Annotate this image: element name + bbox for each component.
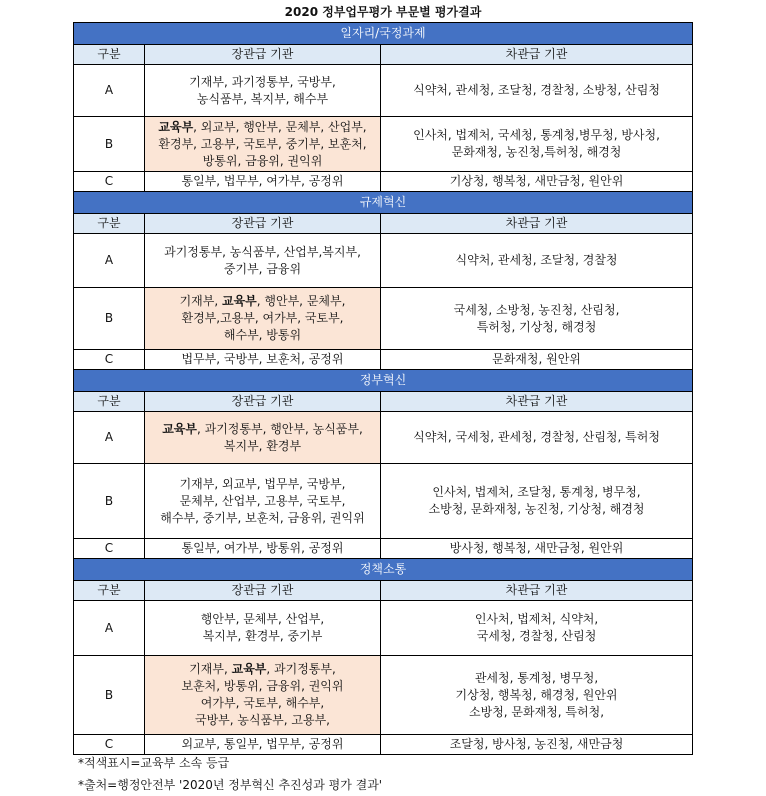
vice-cell: 인사처, 법제처, 국세청, 통계청,병무청, 방사청, 문화재청, 농진청,특허청, 해경청: [381, 117, 693, 172]
grade-cell: B: [74, 288, 145, 350]
grade-cell: C: [74, 539, 145, 559]
col-vice-header: 차관급 기관: [381, 392, 693, 412]
column-header-row: [74, 45, 693, 65]
minister-cell-highlighted: 기재부, 교육부, 행안부, 문체부, 환경부,고용부, 여가부, 국토부, 해수부, 방통위: [145, 288, 381, 350]
section-header: [74, 23, 693, 45]
grade-cell: C: [74, 350, 145, 370]
vice-cell: 식약처, 관세청, 조달청, 경찰청: [381, 234, 693, 288]
table-row: [74, 172, 693, 192]
page-title: 2020 정부업무평가 부문별 평가결과: [284, 5, 482, 19]
col-minister-header: 장관급 기관: [145, 45, 381, 65]
table-row: [74, 117, 693, 172]
minister-cell-highlighted: 기재부, 교육부, 과기정통부, 보훈처, 방통위, 금융위, 권익위 여가부, 국토부, 해수부, 국방부, 농식품부, 고용부,: [145, 656, 381, 735]
col-vice-header: 차관급 기관: [381, 581, 693, 601]
col-grade-header: 구분: [74, 214, 145, 234]
section-title: 정책소통: [74, 559, 693, 581]
vice-cell: 식약처, 관세청, 조달청, 경찰청, 소방청, 산림청: [381, 65, 693, 117]
section-header: [74, 559, 693, 581]
source-note: *출처=행정안전부 '2020년 정부혁신 추진성과 평가 결과': [78, 778, 383, 792]
vice-cell: 관세청, 통계청, 병무청, 기상청, 행복청, 해경청, 원안위 소방청, 문화재청, 특허청,: [381, 656, 693, 735]
vice-cell: 인사처, 법제처, 식약처, 국세청, 경찰청, 산림청: [381, 601, 693, 656]
grade-cell: A: [74, 234, 145, 288]
vice-cell: 방사청, 행복청, 새만금청, 원안위: [381, 539, 693, 559]
col-minister-header: 장관급 기관: [145, 214, 381, 234]
evaluation-table: [73, 22, 693, 755]
highlight-note: *적색표시=교육부 소속 등급: [78, 756, 230, 770]
table-row: [74, 412, 693, 464]
section-title: 정부혁신: [74, 370, 693, 392]
minister-cell: 과기정통부, 농식품부, 산업부,복지부, 중기부, 금융위: [145, 234, 381, 288]
table-row: [74, 288, 693, 350]
grade-cell: C: [74, 735, 145, 755]
highlight-ministry: 교육부: [162, 421, 197, 436]
grade-cell: A: [74, 601, 145, 656]
col-grade-header: 구분: [74, 392, 145, 412]
minister-cell-highlighted: 교육부, 외교부, 행안부, 문체부, 산업부, 환경부, 고용부, 국토부, 중기부, 보훈처, 방통위, 금융위, 권익위: [145, 117, 381, 172]
grade-cell: B: [74, 464, 145, 539]
highlight-ministry: 교육부: [158, 119, 194, 134]
minister-cell: 통일부, 여가부, 방통위, 공정위: [145, 539, 381, 559]
column-header-row: [74, 392, 693, 412]
column-header-row: [74, 581, 693, 601]
minister-cell: 법무부, 국방부, 보훈처, 공정위: [145, 350, 381, 370]
grade-cell: B: [74, 117, 145, 172]
section-title: 일자리/국정과제: [74, 23, 693, 45]
table-row: [74, 234, 693, 288]
minister-cell: 외교부, 통일부, 법무부, 공정위: [145, 735, 381, 755]
table-row: [74, 350, 693, 370]
table-row: [74, 601, 693, 656]
highlight-ministry: 교육부: [222, 294, 257, 308]
section-header: [74, 192, 693, 214]
minister-cell: 행안부, 문체부, 산업부, 복지부, 환경부, 중기부: [145, 601, 381, 656]
section-title: 규제혁신: [74, 192, 693, 214]
vice-cell: 인사처, 법제처, 조달청, 통계청, 병무청, 소방청, 문화재청, 농진청, 기상청, 해경청: [381, 464, 693, 539]
column-header-row: [74, 214, 693, 234]
table-row: [74, 65, 693, 117]
grade-cell: B: [74, 656, 145, 735]
col-grade-header: 구분: [74, 581, 145, 601]
minister-cell: 통일부, 법무부, 여가부, 공정위: [145, 172, 381, 192]
table-row: [74, 539, 693, 559]
minister-cell-highlighted: 교육부, 과기정통부, 행안부, 농식품부, 복지부, 환경부: [145, 412, 381, 464]
minister-cell: 기재부, 과기정통부, 국방부, 농식품부, 복지부, 해수부: [145, 65, 381, 117]
grade-cell: A: [74, 65, 145, 117]
vice-cell: 식약처, 국세청, 관세청, 경찰청, 산림청, 특허청: [381, 412, 693, 464]
col-minister-header: 장관급 기관: [145, 581, 381, 601]
minister-cell: 기재부, 외교부, 법무부, 국방부, 문체부, 산업부, 고용부, 국토부, 해수부, 중기부, 보훈처, 금융위, 권익위: [145, 464, 381, 539]
footnotes: [78, 752, 382, 796]
grade-cell: A: [74, 412, 145, 464]
vice-cell: 문화재청, 원안위: [381, 350, 693, 370]
col-minister-header: 장관급 기관: [145, 392, 381, 412]
col-vice-header: 차관급 기관: [381, 45, 693, 65]
vice-cell: 기상청, 행복청, 새만금청, 원안위: [381, 172, 693, 192]
vice-cell: 국세청, 소방청, 농진청, 산림청, 특허청, 기상청, 해경청: [381, 288, 693, 350]
table-row: [74, 656, 693, 735]
grade-cell: C: [74, 172, 145, 192]
table-row: [74, 464, 693, 539]
highlight-ministry: 교육부: [231, 662, 267, 676]
col-vice-header: 차관급 기관: [381, 214, 693, 234]
section-header: [74, 370, 693, 392]
vice-cell: 조달청, 방사청, 농진청, 새만금청: [381, 735, 693, 755]
col-grade-header: 구분: [74, 45, 145, 65]
